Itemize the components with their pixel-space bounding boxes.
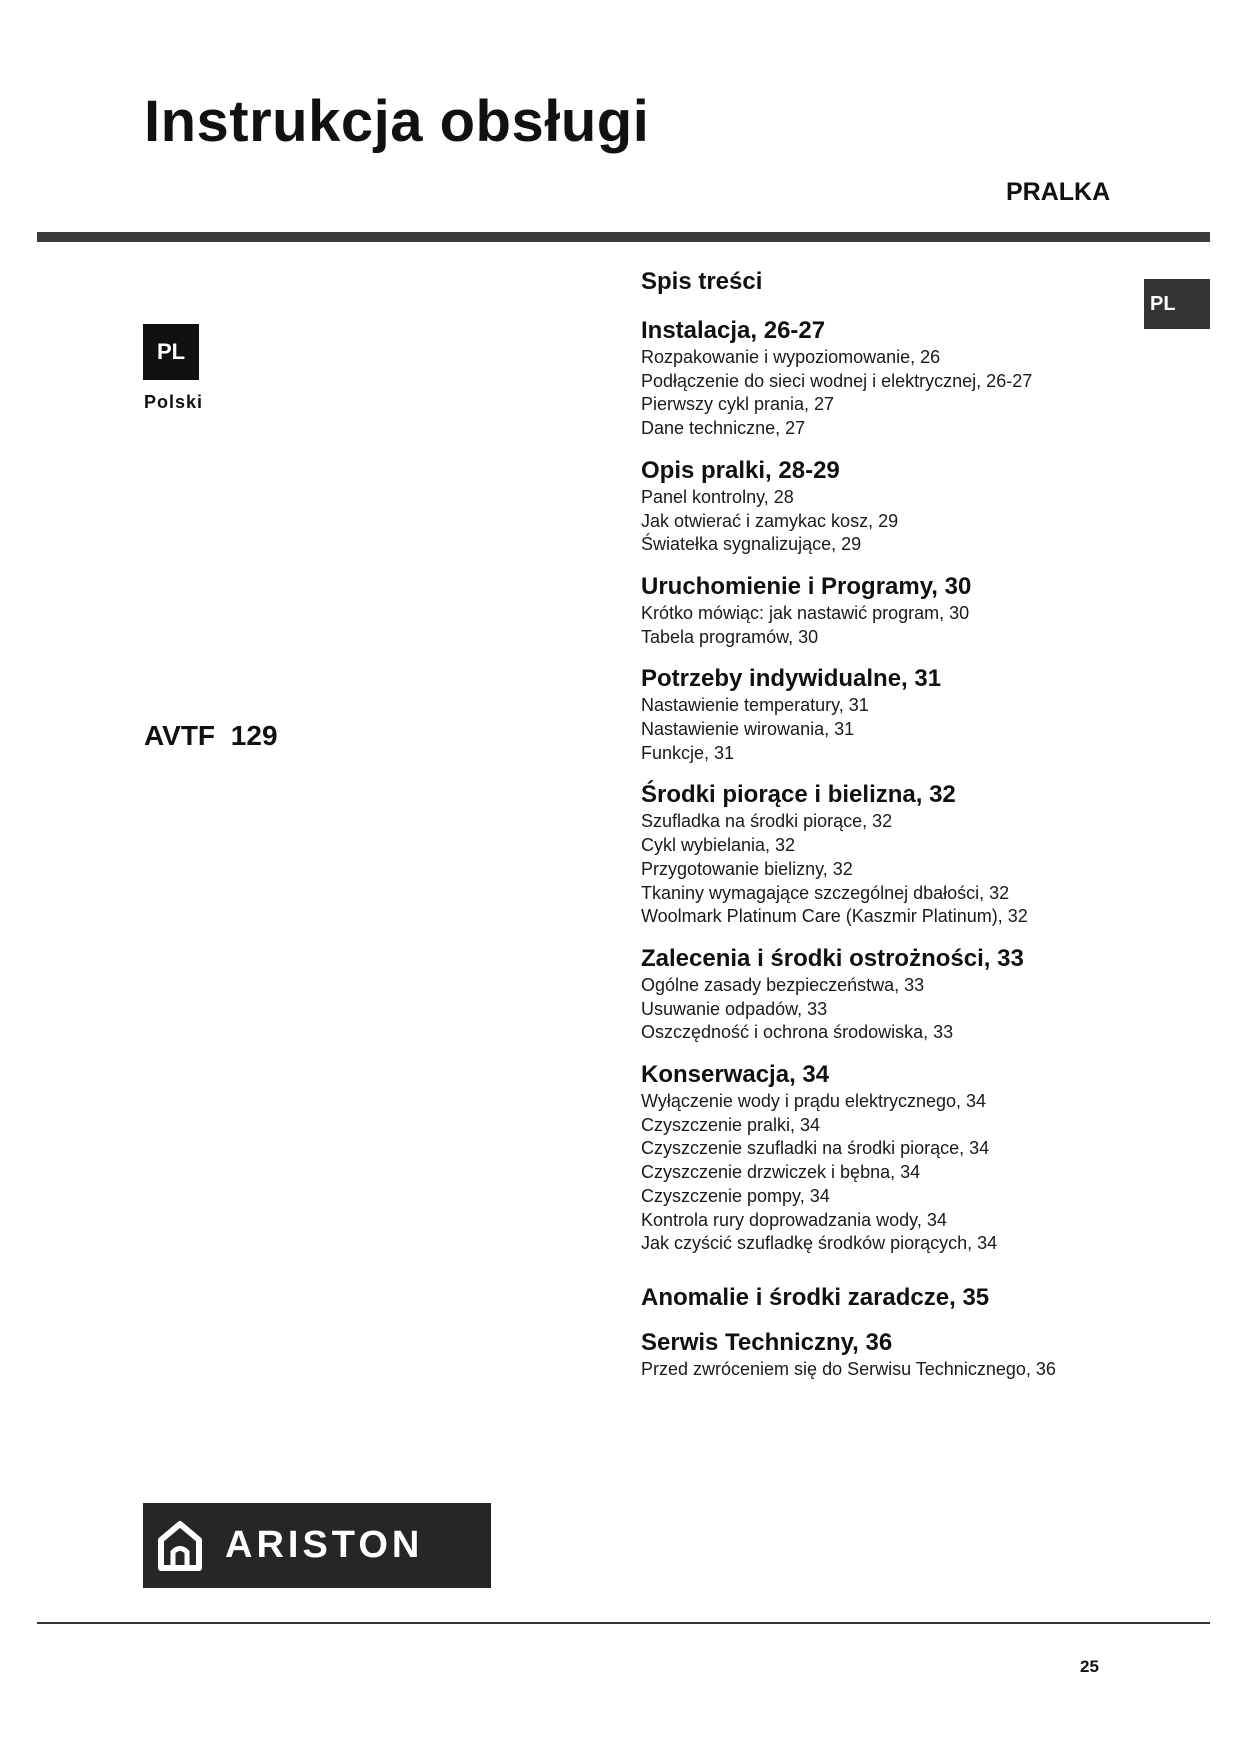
toc-entry: Oszczędność i ochrona środowiska, 33 [641,1022,954,1043]
toc-entry-list [641,1090,1141,1256]
toc-section-title: Serwis Techniczny, 36 [641,1328,893,1356]
product-type: PRALKA [1006,178,1111,206]
toc-entry-list [641,346,1141,441]
toc-section-title: Środki piorące i bielizna, 32 [641,781,956,809]
toc-entry: Woolmark Platinum Care (Kaszmir Platinum), 32 [641,906,1028,927]
toc-entry: Czyszczenie pompy, 34 [641,1185,830,1206]
language-badge [143,324,199,380]
toc-entry: Nastawienie temperatury, 31 [641,695,869,716]
toc-entry: Nastawienie wirowania, 31 [641,719,855,740]
toc-entry: Kontrola rury doprowadzania wody, 34 [641,1209,947,1230]
toc-entry: Podłączenie do sieci wodnej i elektrycznej, 26-27 [641,370,1033,391]
toc-entry: Pierwszy cykl prania, 27 [641,394,835,415]
toc-section [641,572,1141,649]
toc-entry-list [641,602,1141,649]
toc-entry: Dane techniczne, 27 [641,418,806,439]
toc-section-title: Opis pralki, 28-29 [641,456,840,484]
toc-section-title: Anomalie i środki zaradcze, 35 [641,1283,990,1311]
brand-name: ARISTON [225,1524,424,1566]
toc-entry: Panel kontrolny, 28 [641,486,794,507]
toc-entry: Czyszczenie pralki, 34 [641,1114,821,1135]
language-tab [1144,279,1210,329]
toc-entry: Funkcje, 31 [641,742,735,763]
toc-section-title: Konserwacja, 34 [641,1061,830,1089]
toc-entry: Światełka sygnalizujące, 29 [641,534,862,555]
toc-section-title: Zalecenia i środki ostrożności, 33 [641,944,1024,972]
page-number: 25 [1080,1657,1099,1676]
toc-entry: Usuwanie odpadów, 33 [641,998,828,1019]
toc-entry: Tkaniny wymagające szczególnej dbałości, 32 [641,882,1010,903]
toc-sections [641,316,1141,1382]
toc-section [641,456,1141,557]
toc-section [641,944,1141,1045]
top-divider [37,232,1210,242]
toc-section [641,316,1141,441]
toc-section [641,1328,1141,1382]
toc-entry: Czyszczenie szufladki na środki piorące, 34 [641,1138,990,1159]
language-tab-code: PL [1150,292,1176,315]
toc-entry-list [641,1358,1141,1382]
page-title: Instrukcja obsługi [144,89,650,154]
house-icon [157,1520,203,1572]
toc-entry-list [641,694,1141,765]
toc-entry: Tabela programów, 30 [641,626,819,647]
language-code: PL [156,339,186,364]
toc-heading: Spis treści [641,268,763,295]
toc-entry: Przygotowanie bielizny, 32 [641,858,853,879]
language-name: Polski [144,392,204,412]
toc-entry: Szufladka na środki piorące, 32 [641,811,893,832]
toc-entry: Ogólne zasady bezpieczeństwa, 33 [641,974,925,995]
table-of-contents [641,268,1141,1397]
model-number: AVTF 129 [144,720,278,751]
toc-section-title: Potrzeby indywidualne, 31 [641,665,942,693]
toc-section-title: Instalacja, 26-27 [641,317,826,344]
bottom-divider [37,1622,1210,1624]
toc-entry: Jak czyścić szufladkę środków piorących, 34 [641,1233,998,1254]
toc-entry-list [641,810,1141,929]
toc-entry-list [641,486,1141,557]
toc-section-title: Uruchomienie i Programy, 30 [641,572,972,600]
toc-section [641,780,1141,929]
toc-entry: Czyszczenie drzwiczek i bębna, 34 [641,1162,921,1183]
toc-entry: Cykl wybielania, 32 [641,835,796,856]
toc-section [641,1283,1141,1313]
toc-entry: Rozpakowanie i wypoziomowanie, 26 [641,347,941,367]
toc-entry: Jak otwierać i zamykac kosz, 29 [641,510,899,531]
toc-section [641,664,1141,765]
toc-entry: Przed zwróceniem się do Serwisu Technicznego, 36 [641,1358,1056,1379]
ariston-logo [143,1503,491,1588]
toc-entry: Krótko mówiąc: jak nastawić program, 30 [641,602,970,623]
toc-entry-list [641,974,1141,1045]
toc-entry: Wyłączenie wody i prądu elektrycznego, 34 [641,1091,987,1112]
toc-section [641,1060,1141,1256]
